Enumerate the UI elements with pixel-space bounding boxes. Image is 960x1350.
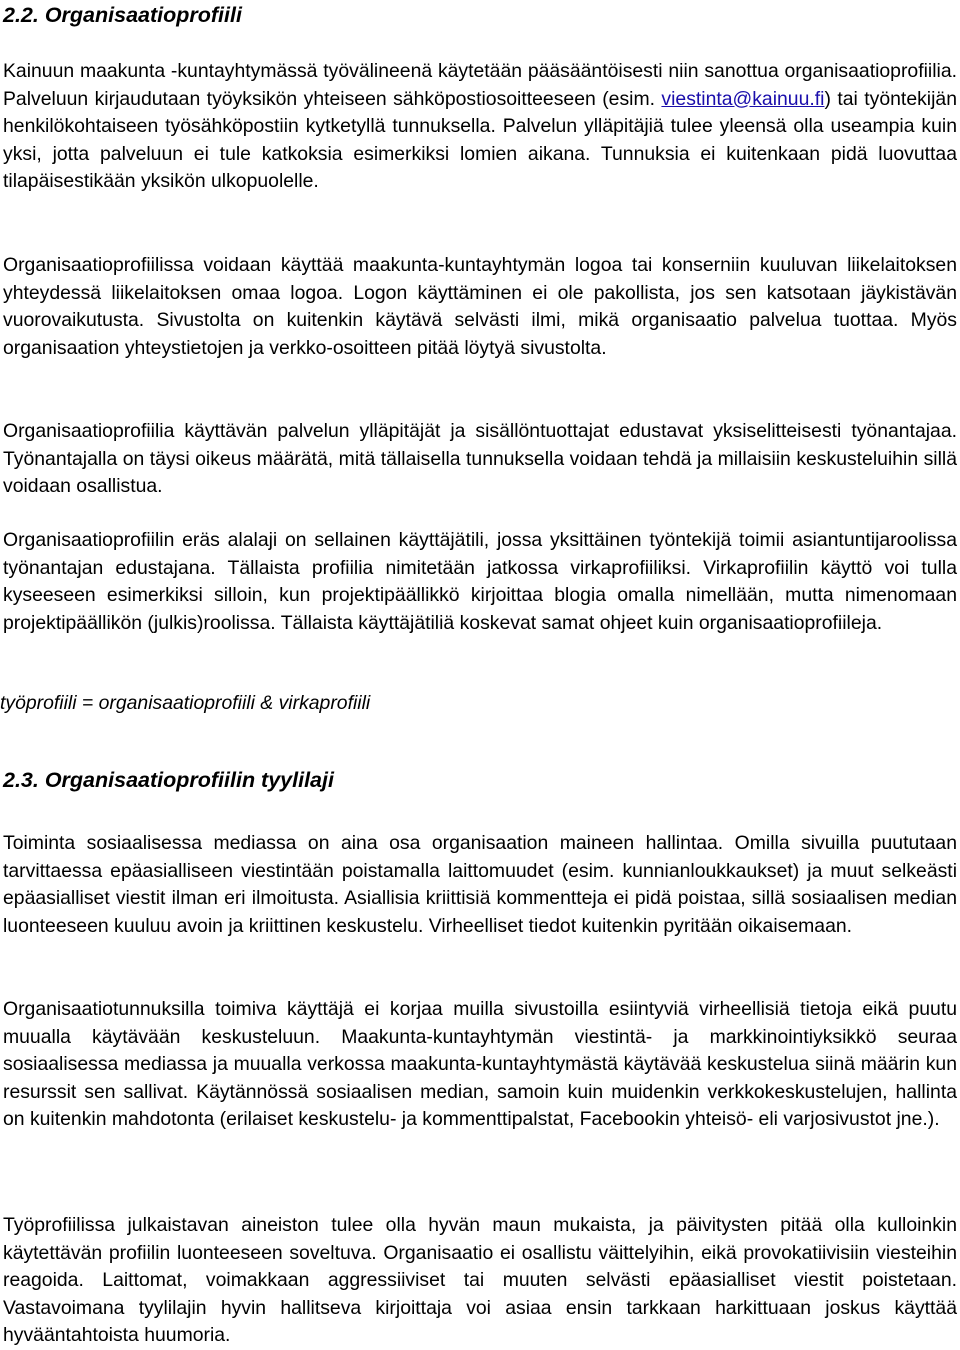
email-link[interactable]: viestinta@kainuu.fi [661,87,825,110]
section-heading-2-3: 2.3. Organisaatioprofiilin tyylilaji [3,768,334,792]
profile-formula: työprofiili = organisaatioprofiili & virkaprofiili [0,692,371,714]
paragraph-login [3,58,957,196]
paragraph-login-start: Kainuun maakunta -kuntayhtymässä työvälineenä käytetään pääsääntöisesti niin sanottua organisaatioprofiilia. Palveluun kirjaudutaan työyksikön yhteiseen sähköpostiosoitteeseen (esim. [3,60,957,110]
paragraph-employer: Organisaatioprofiilia käyttävän palvelun ylläpitäjät ja sisällöntuottajat edustavat yksiselitteisesti työnantajaa. Työnantajalla on täysi oikeus määrätä, mitä tällaisella tunnuksella voidaan tehdä ja millaisiin keskusteluihin sillä voidaan osallistua. [3,420,957,498]
paragraph-reputation: Toiminta sosiaalisessa mediassa on aina osa organisaation maineen hallintaa. Omilla sivuilla puututaan tarvittaessa epäasialliseen viestintään poistamalla laittomuudet (esim. kunnianloukkaukset) ja muut selkeästi epäasialliset viestit ilman eri ilmoitusta. Asiallisia kriittisiä kommentteja ei pidä poistaa, sillä sosiaalisen median luonteeseen kuuluu avoin ja kriittinen keskustelu. Virheelliset tiedot kuitenkin pyritään oikaisemaan. [3,832,957,937]
paragraph-login-end: ) tai työntekijän henkilökohtaiseen työsähköpostiin kytketyllä tunnuksella. Palvelun ylläpitäjiä tulee yleensä olla useampia kuin yksi, jotta palveluun ei tule katkoksia esimerkiksi lomien aikana. Tunnuksia ei kuitenkaan pidä luovuttaa tilapäisestikään yksikön ulkopuolelle. [3,87,957,193]
paragraph-virkaprofiili: Organisaatioprofiilin eräs alalaji on sellainen käyttäjätili, jossa yksittäinen työntekijä toimii asiantuntijaroolissa työnantajan edustajana. Tällaista profiilia nimitetään jatkossa virkaprofiiliksi. Virkaprofiilin käyttö voi tulla kyseeseen esimerkiksi silloin, kun projektipäällikkö kirjoittaa blogia omalla nimellään, mutta nimenomaan projektipäällikön (julkis)roolissa. Tällaista käyttäjätiliä koskevat samat ohjeet kuin organisaatioprofiileja. [3,529,957,634]
paragraph-style: Työprofiilissa julkaistavan aineiston tulee olla hyvän maun mukaista, ja päivitysten pitää olla kulloinkin käytettävän profiilin luonteeseen soveltuva. Organisaatio ei osallistu väittelyihin, eikä provokatiivisiin viesteihin reagoida. Laittomat, voimakkaan aggressiiviset tai muuten selvästi epäasialliset viestit poistetaan. Vastavoimana tyylilajin hyvin hallitseva kirjoittaja voi asiaa ensin tarkkaan harkittuaan joskus käyttää hyvääntahtoista huumoria. [3,1214,957,1347]
paragraph-monitoring: Organisaatiotunnuksilla toimiva käyttäjä ei korjaa muilla sivustoilla esiintyviä virheellisiä tietoja eikä puutu muualla käytävään keskusteluun. Maakunta-kuntayhtymän viestintä- ja markkinointiyksikkö seuraa sosiaalisessa mediassa ja muualla verkossa maakunta-kuntayhtymästä käytävää keskustelua siinä määrin kun resurssit sen sallivat. Käytännössä sosiaalisen median, samoin kuin muidenkin verkkokeskustelujen, hallinta on kuitenkin mahdotonta (erilaiset keskustelu- ja kommenttipalstat, Facebookin yhteisö- eli varjosivustot jne.). [3,998,957,1131]
paragraph-logo: Organisaatioprofiilissa voidaan käyttää maakunta-kuntayhtymän logoa tai konserniin kuuluvan liikelaitoksen yhteydessä liikelaitoksen omaa logoa. Logon käyttäminen ei ole pakollista, jos sen katsotaan jäykistävän vuorovaikutusta. Sivustolta on kuitenkin käytävä selvästi ilmi, mikä organisaatio palvelua tuottaa. Myös organisaation yhteystietojen ja verkko-osoitteen pitää löytyä sivustolta. [3,254,957,359]
section-heading-2-2: 2.2. Organisaatioprofiili [3,3,242,27]
